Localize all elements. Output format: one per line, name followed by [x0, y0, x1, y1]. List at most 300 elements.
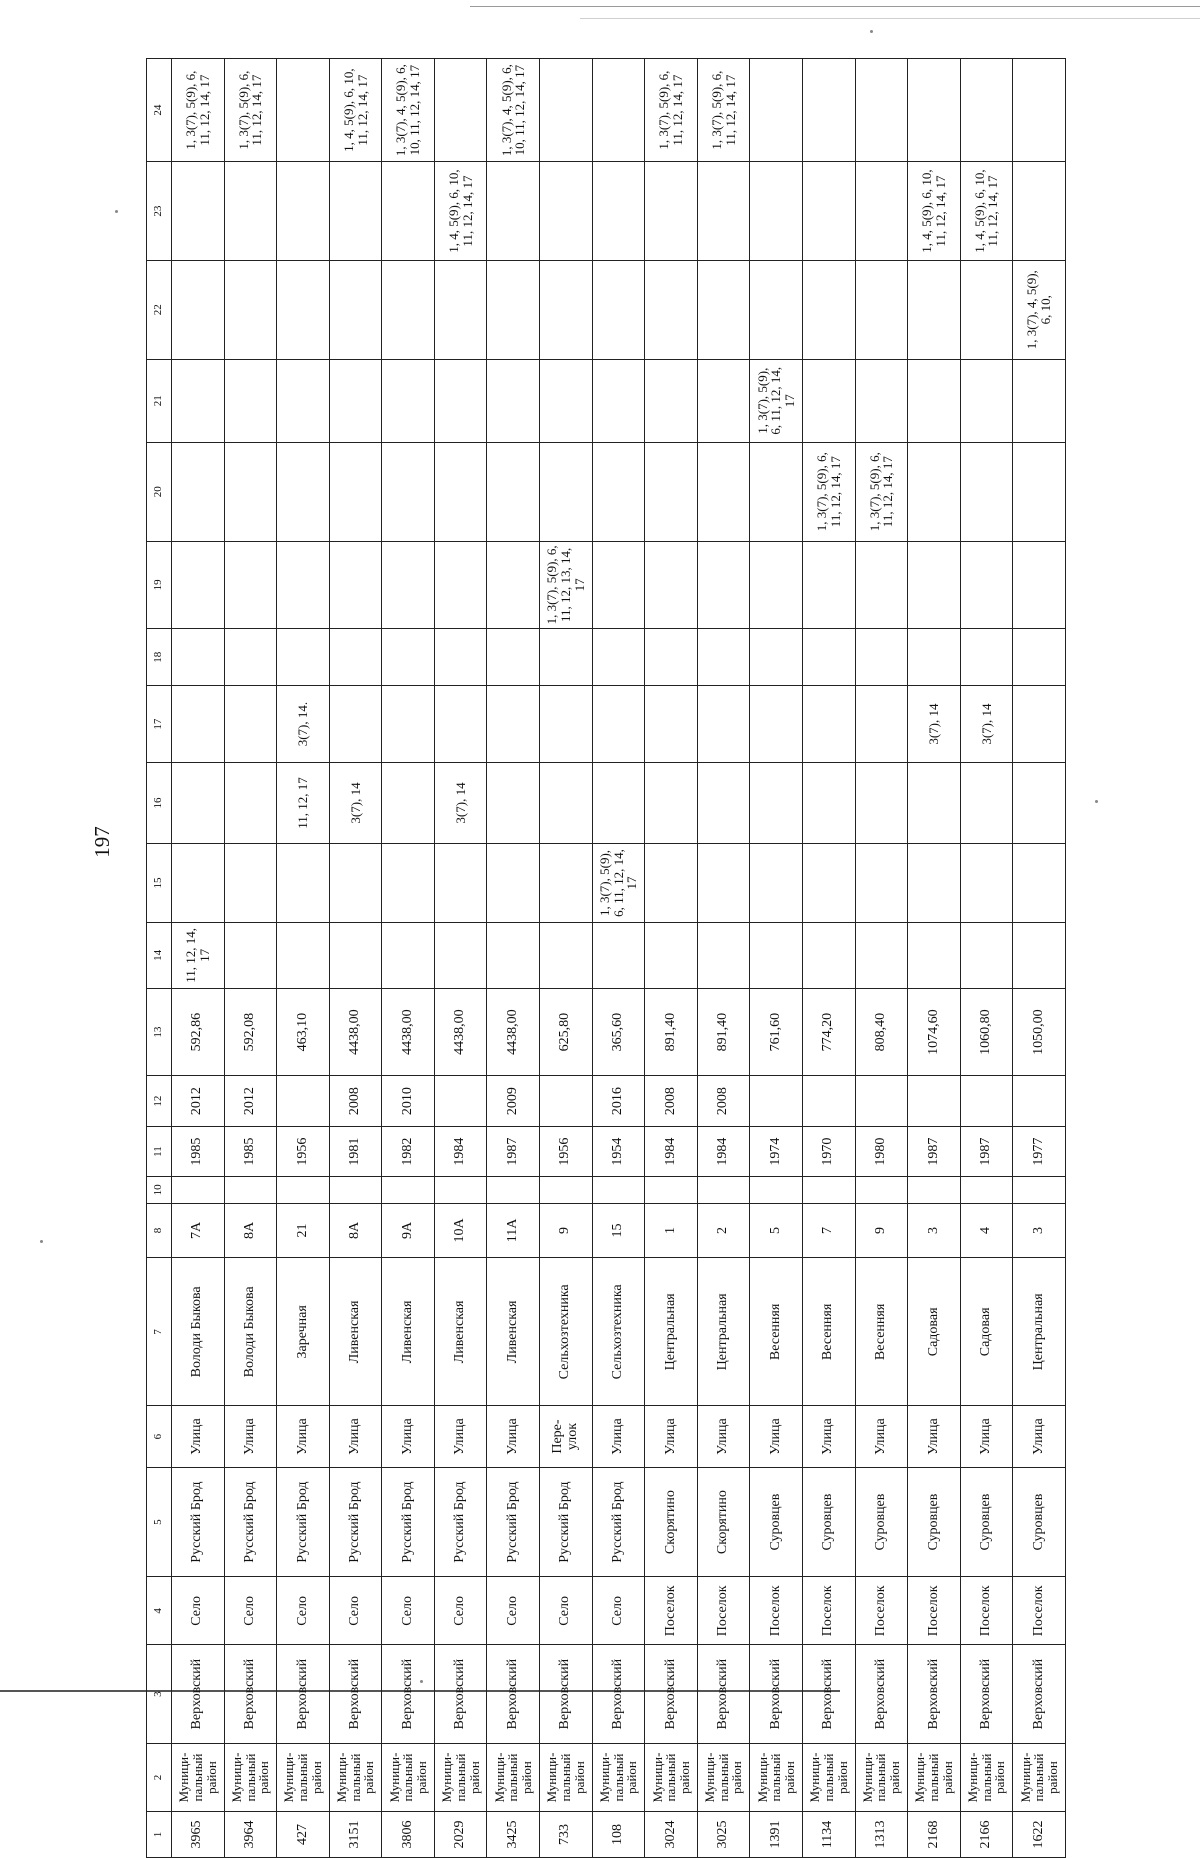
cell-col-22 — [645, 260, 698, 359]
cell-col-21 — [592, 359, 645, 442]
cell-col-16 — [172, 762, 225, 843]
cell-col-13: 808,40 — [855, 988, 908, 1076]
cell-col-14 — [487, 922, 540, 988]
cell-col-17 — [592, 686, 645, 763]
cell-col-23 — [802, 162, 855, 261]
cell-col-2: Муници-пальный район — [434, 1744, 487, 1812]
cell-col-13: 592,08 — [224, 988, 277, 1076]
cell-col-15 — [908, 844, 961, 923]
cell-col-8: 7А — [172, 1203, 225, 1258]
cell-col-23 — [382, 162, 435, 261]
scan-speck — [115, 210, 118, 213]
cell-col-11: 1954 — [592, 1126, 645, 1176]
cell-col-16 — [908, 762, 961, 843]
cell-col-20 — [697, 442, 750, 541]
cell-col-1: 3964 — [224, 1811, 277, 1857]
cell-col-1: 427 — [277, 1811, 330, 1857]
scan-edge-line — [470, 6, 1200, 7]
column-header-12: 12 — [147, 1076, 172, 1126]
cell-col-17 — [172, 686, 225, 763]
column-header-18: 18 — [147, 629, 172, 686]
cell-col-23 — [224, 162, 277, 261]
cell-col-20 — [645, 442, 698, 541]
column-header-13: 13 — [147, 988, 172, 1076]
cell-col-6: Улица — [908, 1406, 961, 1467]
cell-col-14 — [592, 922, 645, 988]
column-header-3: 3 — [147, 1645, 172, 1744]
cell-col-5: Скорятино — [645, 1467, 698, 1577]
cell-col-14 — [960, 922, 1013, 988]
cell-col-22 — [750, 260, 803, 359]
cell-col-22 — [224, 260, 277, 359]
cell-col-7: Ливенская — [434, 1258, 487, 1406]
cell-col-17 — [329, 686, 382, 763]
cell-col-21 — [960, 359, 1013, 442]
cell-col-10 — [802, 1177, 855, 1203]
table-row — [802, 59, 855, 1858]
cell-col-22 — [434, 260, 487, 359]
cell-col-6: Улица — [697, 1406, 750, 1467]
cell-col-12: 2012 — [224, 1076, 277, 1126]
scan-speck — [870, 30, 873, 33]
cell-col-22 — [855, 260, 908, 359]
scan-speck — [40, 1240, 43, 1243]
cell-col-10 — [224, 1177, 277, 1203]
cell-col-1: 3151 — [329, 1811, 382, 1857]
cell-col-19 — [382, 541, 435, 629]
table-header-row — [147, 59, 172, 1858]
cell-col-18 — [224, 629, 277, 686]
cell-col-22 — [802, 260, 855, 359]
cell-col-11: 1984 — [697, 1126, 750, 1176]
cell-col-22 — [908, 260, 961, 359]
cell-col-23 — [172, 162, 225, 261]
cell-col-14 — [750, 922, 803, 988]
housing-register-table — [146, 58, 1066, 1858]
cell-col-19: 1, 3(7), 5(9), 6, 11, 12, 13, 14, 17 — [540, 541, 593, 629]
cell-col-11: 1974 — [750, 1126, 803, 1176]
cell-col-21 — [908, 359, 961, 442]
cell-col-4: Село — [487, 1577, 540, 1645]
cell-col-4: Село — [592, 1577, 645, 1645]
cell-col-4: Село — [540, 1577, 593, 1645]
column-header-19: 19 — [147, 541, 172, 629]
cell-col-21 — [224, 359, 277, 442]
cell-col-23: 1, 4, 5(9), 6, 10, 11, 12, 14, 17 — [434, 162, 487, 261]
cell-col-23 — [750, 162, 803, 261]
column-header-15: 15 — [147, 844, 172, 923]
cell-col-14 — [1013, 922, 1066, 988]
cell-col-8: 21 — [277, 1203, 330, 1258]
cell-col-17 — [1013, 686, 1066, 763]
cell-col-5: Русский Брод — [172, 1467, 225, 1577]
cell-col-15 — [697, 844, 750, 923]
cell-col-3: Верховский — [908, 1645, 961, 1744]
table-row — [329, 59, 382, 1858]
cell-col-5: Русский Брод — [329, 1467, 382, 1577]
cell-col-3: Верховский — [277, 1645, 330, 1744]
cell-col-20: 1, 3(7), 5(9), 6, 11, 12, 14, 17 — [802, 442, 855, 541]
cell-col-24 — [592, 59, 645, 162]
cell-col-21 — [802, 359, 855, 442]
cell-col-5: Русский Брод — [434, 1467, 487, 1577]
cell-col-19 — [960, 541, 1013, 629]
cell-col-18 — [908, 629, 961, 686]
cell-col-8: 3 — [1013, 1203, 1066, 1258]
cell-col-23: 1, 4, 5(9), 6, 10, 11, 12, 14, 17 — [908, 162, 961, 261]
cell-col-7: Заречная — [277, 1258, 330, 1406]
cell-col-23 — [540, 162, 593, 261]
column-header-8: 8 — [147, 1203, 172, 1258]
cell-col-8: 9 — [540, 1203, 593, 1258]
cell-col-15 — [960, 844, 1013, 923]
cell-col-4: Село — [224, 1577, 277, 1645]
cell-col-2: Муници-пальный район — [329, 1744, 382, 1812]
cell-col-22 — [382, 260, 435, 359]
cell-col-7: Ливенская — [382, 1258, 435, 1406]
cell-col-4: Поселок — [802, 1577, 855, 1645]
cell-col-10 — [645, 1177, 698, 1203]
cell-col-19 — [1013, 541, 1066, 629]
cell-col-10 — [172, 1177, 225, 1203]
cell-col-13: 1050,00 — [1013, 988, 1066, 1076]
cell-col-3: Верховский — [802, 1645, 855, 1744]
cell-col-24: 1, 4, 5(9), 6, 10, 11, 12, 14, 17 — [329, 59, 382, 162]
cell-col-10 — [382, 1177, 435, 1203]
cell-col-18 — [592, 629, 645, 686]
cell-col-5: Русский Брод — [487, 1467, 540, 1577]
cell-col-18 — [1013, 629, 1066, 686]
cell-col-16 — [855, 762, 908, 843]
cell-col-5: Русский Брод — [592, 1467, 645, 1577]
cell-col-19 — [908, 541, 961, 629]
cell-col-19 — [172, 541, 225, 629]
cell-col-23: 1, 4, 5(9), 6, 10, 11, 12, 14, 17 — [960, 162, 1013, 261]
cell-col-6: Улица — [224, 1406, 277, 1467]
cell-col-17 — [697, 686, 750, 763]
cell-col-5: Русский Брод — [382, 1467, 435, 1577]
cell-col-4: Поселок — [1013, 1577, 1066, 1645]
cell-col-11: 1987 — [487, 1126, 540, 1176]
cell-col-11: 1987 — [908, 1126, 961, 1176]
cell-col-22 — [277, 260, 330, 359]
cell-col-18 — [645, 629, 698, 686]
cell-col-3: Верховский — [172, 1645, 225, 1744]
cell-col-12 — [908, 1076, 961, 1126]
cell-col-23 — [592, 162, 645, 261]
cell-col-1: 1134 — [802, 1811, 855, 1857]
cell-col-15 — [224, 844, 277, 923]
cell-col-15 — [540, 844, 593, 923]
cell-col-2: Муници-пальный район — [802, 1744, 855, 1812]
cell-col-24 — [855, 59, 908, 162]
column-header-22: 22 — [147, 260, 172, 359]
cell-col-14 — [855, 922, 908, 988]
column-header-4: 4 — [147, 1577, 172, 1645]
cell-col-16 — [540, 762, 593, 843]
cell-col-5: Суровцев — [855, 1467, 908, 1577]
cell-col-8: 15 — [592, 1203, 645, 1258]
cell-col-15 — [645, 844, 698, 923]
cell-col-4: Поселок — [645, 1577, 698, 1645]
cell-col-11: 1987 — [960, 1126, 1013, 1176]
cell-col-20 — [434, 442, 487, 541]
rotated-table-container — [146, 58, 1066, 1858]
cell-col-1: 2168 — [908, 1811, 961, 1857]
cell-col-22 — [172, 260, 225, 359]
cell-col-6: Улица — [1013, 1406, 1066, 1467]
cell-col-18 — [802, 629, 855, 686]
cell-col-2: Муници-пальный район — [172, 1744, 225, 1812]
cell-col-19 — [855, 541, 908, 629]
cell-col-11: 1985 — [224, 1126, 277, 1176]
cell-col-20 — [224, 442, 277, 541]
scan-speck — [1095, 800, 1098, 803]
column-header-5: 5 — [147, 1467, 172, 1577]
cell-col-21: 1, 3(7), 5(9), 6, 11, 12, 14, 17 — [750, 359, 803, 442]
cell-col-24 — [960, 59, 1013, 162]
cell-col-18 — [750, 629, 803, 686]
cell-col-24: 1, 3(7), 5(9), 6, 11, 12, 14, 17 — [697, 59, 750, 162]
cell-col-3: Верховский — [697, 1645, 750, 1744]
cell-col-17 — [750, 686, 803, 763]
cell-col-15 — [750, 844, 803, 923]
cell-col-23 — [855, 162, 908, 261]
cell-col-5: Суровцев — [960, 1467, 1013, 1577]
cell-col-8: 8А — [329, 1203, 382, 1258]
cell-col-20 — [172, 442, 225, 541]
cell-col-19 — [277, 541, 330, 629]
cell-col-2: Муници-пальный район — [960, 1744, 1013, 1812]
cell-col-3: Верховский — [224, 1645, 277, 1744]
cell-col-1: 2166 — [960, 1811, 1013, 1857]
cell-col-8: 10А — [434, 1203, 487, 1258]
cell-col-12 — [1013, 1076, 1066, 1126]
cell-col-6: Улица — [592, 1406, 645, 1467]
cell-col-20: 1, 3(7), 5(9), 6, 11, 12, 14, 17 — [855, 442, 908, 541]
cell-col-16 — [592, 762, 645, 843]
column-header-16: 16 — [147, 762, 172, 843]
cell-col-6: Улица — [802, 1406, 855, 1467]
cell-col-13: 4438,00 — [329, 988, 382, 1076]
cell-col-20 — [329, 442, 382, 541]
cell-col-15 — [434, 844, 487, 923]
cell-col-13: 774,20 — [802, 988, 855, 1076]
column-header-17: 17 — [147, 686, 172, 763]
cell-col-1: 2029 — [434, 1811, 487, 1857]
cell-col-12: 2010 — [382, 1076, 435, 1126]
cell-col-7: Центральная — [697, 1258, 750, 1406]
cell-col-10 — [434, 1177, 487, 1203]
cell-col-24: 1, 3(7), 4, 5(9), 6, 10, 11, 12, 14, 17 — [382, 59, 435, 162]
cell-col-1: 3025 — [697, 1811, 750, 1857]
cell-col-7: Володи Быкова — [224, 1258, 277, 1406]
cell-col-22 — [592, 260, 645, 359]
cell-col-12 — [960, 1076, 1013, 1126]
cell-col-24 — [434, 59, 487, 162]
table-row — [855, 59, 908, 1858]
cell-col-22 — [329, 260, 382, 359]
cell-col-4: Село — [329, 1577, 382, 1645]
cell-col-8: 11А — [487, 1203, 540, 1258]
cell-col-2: Муници-пальный район — [908, 1744, 961, 1812]
cell-col-4: Поселок — [750, 1577, 803, 1645]
cell-col-13: 4438,00 — [382, 988, 435, 1076]
cell-col-7: Ливенская — [487, 1258, 540, 1406]
table-row — [697, 59, 750, 1858]
cell-col-5: Суровцев — [908, 1467, 961, 1577]
cell-col-20 — [277, 442, 330, 541]
cell-col-24 — [802, 59, 855, 162]
cell-col-4: Поселок — [908, 1577, 961, 1645]
cell-col-14 — [802, 922, 855, 988]
cell-col-21 — [329, 359, 382, 442]
cell-col-10 — [908, 1177, 961, 1203]
cell-col-19 — [434, 541, 487, 629]
cell-col-10 — [750, 1177, 803, 1203]
table-row — [645, 59, 698, 1858]
cell-col-3: Верховский — [540, 1645, 593, 1744]
cell-col-14 — [908, 922, 961, 988]
table-row — [592, 59, 645, 1858]
cell-col-15 — [802, 844, 855, 923]
cell-col-16 — [487, 762, 540, 843]
column-header-2: 2 — [147, 1744, 172, 1812]
cell-col-13: 891,40 — [645, 988, 698, 1076]
cell-col-19 — [592, 541, 645, 629]
cell-col-4: Поселок — [697, 1577, 750, 1645]
cell-col-3: Верховский — [382, 1645, 435, 1744]
cell-col-14 — [434, 922, 487, 988]
cell-col-19 — [802, 541, 855, 629]
cell-col-21 — [855, 359, 908, 442]
cell-col-6: Улица — [750, 1406, 803, 1467]
cell-col-19 — [224, 541, 277, 629]
cell-col-11: 1985 — [172, 1126, 225, 1176]
cell-col-5: Русский Брод — [224, 1467, 277, 1577]
cell-col-18 — [855, 629, 908, 686]
table-row — [1013, 59, 1066, 1858]
cell-col-20 — [540, 442, 593, 541]
cell-col-8: 9А — [382, 1203, 435, 1258]
cell-col-23 — [277, 162, 330, 261]
cell-col-16 — [645, 762, 698, 843]
cell-col-4: Село — [382, 1577, 435, 1645]
cell-col-1: 3965 — [172, 1811, 225, 1857]
cell-col-6: Улица — [434, 1406, 487, 1467]
cell-col-7: Центральная — [1013, 1258, 1066, 1406]
table-row — [224, 59, 277, 1858]
cell-col-12: 2008 — [645, 1076, 698, 1126]
cell-col-12 — [855, 1076, 908, 1126]
cell-col-21 — [434, 359, 487, 442]
cell-col-3: Верховский — [960, 1645, 1013, 1744]
cell-col-22 — [487, 260, 540, 359]
cell-col-13: 592,86 — [172, 988, 225, 1076]
cell-col-8: 8А — [224, 1203, 277, 1258]
cell-col-14 — [540, 922, 593, 988]
cell-col-6: Пере-улок — [540, 1406, 593, 1467]
cell-col-17 — [802, 686, 855, 763]
cell-col-5: Суровцев — [1013, 1467, 1066, 1577]
cell-col-2: Муници-пальный район — [855, 1744, 908, 1812]
cell-col-6: Улица — [487, 1406, 540, 1467]
cell-col-7: Сельхозтехника — [540, 1258, 593, 1406]
cell-col-16: 3(7), 14 — [329, 762, 382, 843]
scan-edge-line — [580, 18, 1200, 19]
cell-col-14 — [645, 922, 698, 988]
cell-col-14 — [224, 922, 277, 988]
cell-col-20 — [960, 442, 1013, 541]
cell-col-6: Улица — [855, 1406, 908, 1467]
cell-col-3: Верховский — [750, 1645, 803, 1744]
cell-col-15 — [487, 844, 540, 923]
cell-col-11: 1956 — [277, 1126, 330, 1176]
cell-col-23 — [1013, 162, 1066, 261]
column-header-7: 7 — [147, 1258, 172, 1406]
cell-col-10 — [697, 1177, 750, 1203]
cell-col-15 — [172, 844, 225, 923]
column-header-20: 20 — [147, 442, 172, 541]
cell-col-1: 3425 — [487, 1811, 540, 1857]
cell-col-5: Русский Брод — [540, 1467, 593, 1577]
cell-col-14 — [382, 922, 435, 988]
cell-col-3: Верховский — [1013, 1645, 1066, 1744]
cell-col-7: Ливенская — [329, 1258, 382, 1406]
cell-col-15 — [382, 844, 435, 923]
cell-col-12: 2016 — [592, 1076, 645, 1126]
cell-col-19 — [697, 541, 750, 629]
cell-col-23 — [645, 162, 698, 261]
cell-col-17: 3(7), 14. — [277, 686, 330, 763]
column-header-10: 10 — [147, 1177, 172, 1203]
cell-col-17 — [855, 686, 908, 763]
cell-col-11: 1984 — [434, 1126, 487, 1176]
cell-col-13: 761,60 — [750, 988, 803, 1076]
cell-col-12: 2012 — [172, 1076, 225, 1126]
table-row — [750, 59, 803, 1858]
cell-col-7: Весенняя — [802, 1258, 855, 1406]
cell-col-14 — [277, 922, 330, 988]
cell-col-24 — [1013, 59, 1066, 162]
cell-col-20 — [592, 442, 645, 541]
cell-col-4: Село — [434, 1577, 487, 1645]
cell-col-3: Верховский — [329, 1645, 382, 1744]
cell-col-16 — [224, 762, 277, 843]
cell-col-11: 1977 — [1013, 1126, 1066, 1176]
cell-col-7: Центральная — [645, 1258, 698, 1406]
cell-col-23 — [329, 162, 382, 261]
cell-col-24 — [540, 59, 593, 162]
cell-col-15 — [277, 844, 330, 923]
cell-col-3: Верховский — [592, 1645, 645, 1744]
cell-col-23 — [697, 162, 750, 261]
cell-col-12 — [540, 1076, 593, 1126]
column-header-21: 21 — [147, 359, 172, 442]
cell-col-12 — [434, 1076, 487, 1126]
cell-col-16 — [750, 762, 803, 843]
cell-col-10 — [277, 1177, 330, 1203]
cell-col-16 — [802, 762, 855, 843]
cell-col-21 — [1013, 359, 1066, 442]
cell-col-21 — [277, 359, 330, 442]
cell-col-8: 5 — [750, 1203, 803, 1258]
cell-col-21 — [487, 359, 540, 442]
cell-col-20 — [382, 442, 435, 541]
cell-col-17 — [382, 686, 435, 763]
cell-col-3: Верховский — [645, 1645, 698, 1744]
cell-col-4: Село — [172, 1577, 225, 1645]
